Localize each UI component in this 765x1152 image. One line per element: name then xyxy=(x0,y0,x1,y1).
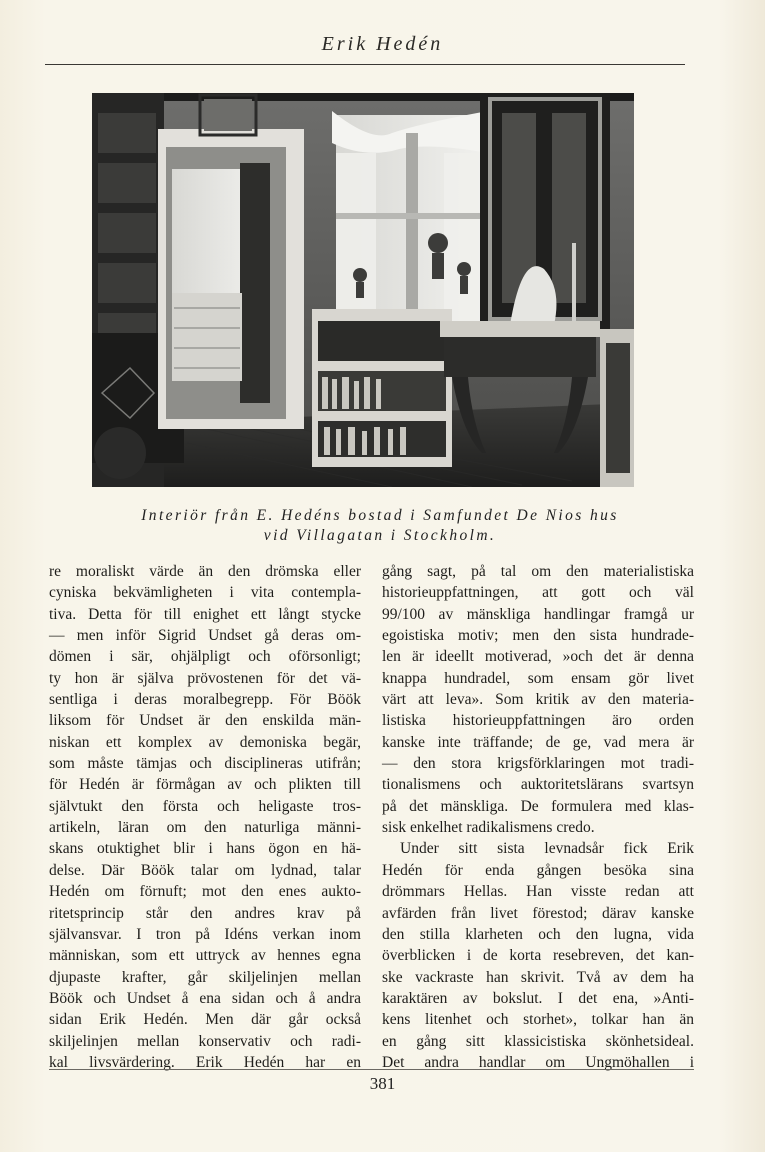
text-line: överblicken i de korta resebreven, det kan- xyxy=(382,947,694,965)
text-line: karaktären av bokslut. I det ena, »Anti- xyxy=(382,989,694,1007)
text-line: kens litenhet och storhet», tolkar han än xyxy=(382,1011,694,1029)
header-rule xyxy=(45,64,685,65)
text-line: ritetsprincip står den andres krav på xyxy=(49,904,361,922)
text-line: människan, som ett uttryck av hennes egna xyxy=(49,947,361,965)
text-line: sisk enkelhet radikalismens credo. xyxy=(382,819,595,837)
caption-line-1: Interiör från E. Hedéns bostad i Samfundet De Nios hus xyxy=(141,507,619,524)
text-line: ske vackraste han skrivit. Två av dem ha xyxy=(382,968,694,986)
text-line: Hedén för enda gången besöka sina xyxy=(382,861,694,879)
text-line: självtukt den första och heligaste tros- xyxy=(49,797,361,815)
text-line: — men inför Sigrid Undset gå deras om- xyxy=(49,627,361,645)
left-text-column xyxy=(49,561,361,1073)
text-line: avfärden från livet förestod; därav kanske xyxy=(382,904,694,922)
text-line: för Hedén är förmågan av och plikten till xyxy=(49,776,361,794)
text-line: Böök och Undset å ena sidan och å andra xyxy=(49,989,361,1007)
text-line: värt att leva». Som kritik av den materia- xyxy=(382,691,694,709)
text-line: Det andra handlar om Ungmöhallen i xyxy=(382,1053,694,1071)
text-line: artikeln, läran om den naturliga männi- xyxy=(49,819,361,837)
text-line: en gång sitt klassicistiska skönhetsideal. xyxy=(382,1032,694,1050)
right-text-column xyxy=(382,561,694,1073)
text-line: tiva. Detta för till enighet ett långt stycke xyxy=(49,605,361,623)
text-line: 99/100 av mänskliga handlingar framgå ur xyxy=(382,605,694,623)
text-line: kanske inte träffande; de ge, vad mera är xyxy=(382,733,694,751)
text-line: niskan ett komplex av demoniska begär, xyxy=(49,733,361,751)
text-line: — den stora krigsförklaringen mot tradi- xyxy=(382,755,694,773)
text-line: den stilla klarheten och den lugna, vida xyxy=(382,925,694,943)
text-line: skiljelinjen mellan konservativ och radi- xyxy=(49,1032,361,1050)
text-line: dömen i sär, ohjälpligt och oförsonligt; xyxy=(49,648,361,666)
text-line: Hedén om förnuft; mot den enes aukto- xyxy=(49,883,361,901)
footer-rule xyxy=(49,1069,694,1070)
text-line: djupaste krafter, går skiljelinjen mellan xyxy=(49,968,361,986)
text-line: sentliga i deras moralbegrepp. För Böök xyxy=(49,691,361,709)
text-line: listiska historieuppfattningen äro orden xyxy=(382,712,694,730)
page-number: 381 xyxy=(369,1074,396,1093)
text-line: skans otuktighet blir i hans ögon en hä- xyxy=(49,840,361,858)
text-line: gång sagt, på tal om den materialistiska xyxy=(382,563,694,580)
text-line: historieuppfattningen, att gott och väl xyxy=(382,584,694,602)
interior-photograph xyxy=(92,93,634,487)
text-line: tionalismens och auktoritetslärans svartsyn xyxy=(382,776,694,794)
figure-caption xyxy=(60,506,700,546)
text-line: sidan Erik Hedén. Men där går också xyxy=(49,1011,361,1029)
text-line: len är ideellt motiverad, »och det är denna xyxy=(382,648,694,666)
caption-line-2: vid Villagatan i Stockholm. xyxy=(263,527,497,544)
text-line: ty hon är själva prövostenen för det vä- xyxy=(49,669,361,687)
text-line: knappa hundradel, som ensam gör livet xyxy=(382,669,694,687)
text-line: cyniska bekvämligheten i vita contempla- xyxy=(49,584,361,602)
text-line: egoistiska motiv; men den sista hundrade- xyxy=(382,627,694,645)
text-line: delse. Där Böök talar om lydnad, talar xyxy=(49,861,361,879)
text-line: kal livsvärdering. Erik Hedén har en xyxy=(49,1053,361,1071)
text-line: drömmars Hellas. Han visste redan att xyxy=(382,883,694,901)
text-line: liksom för Undset är den enskilda män- xyxy=(49,712,361,730)
text-line: re moraliskt värde än den drömska eller xyxy=(49,563,361,580)
text-line: självansvar. I tron på Idéns verkan inom xyxy=(49,925,361,943)
text-line: på det mänskliga. De formulera med klas- xyxy=(382,797,694,815)
running-head-title: Erik Hedén xyxy=(321,33,444,55)
text-line: Under sitt sista levnadsår fick Erik xyxy=(400,840,694,858)
text-line: som måste tämjas och disciplineras utifrån; xyxy=(49,755,361,773)
